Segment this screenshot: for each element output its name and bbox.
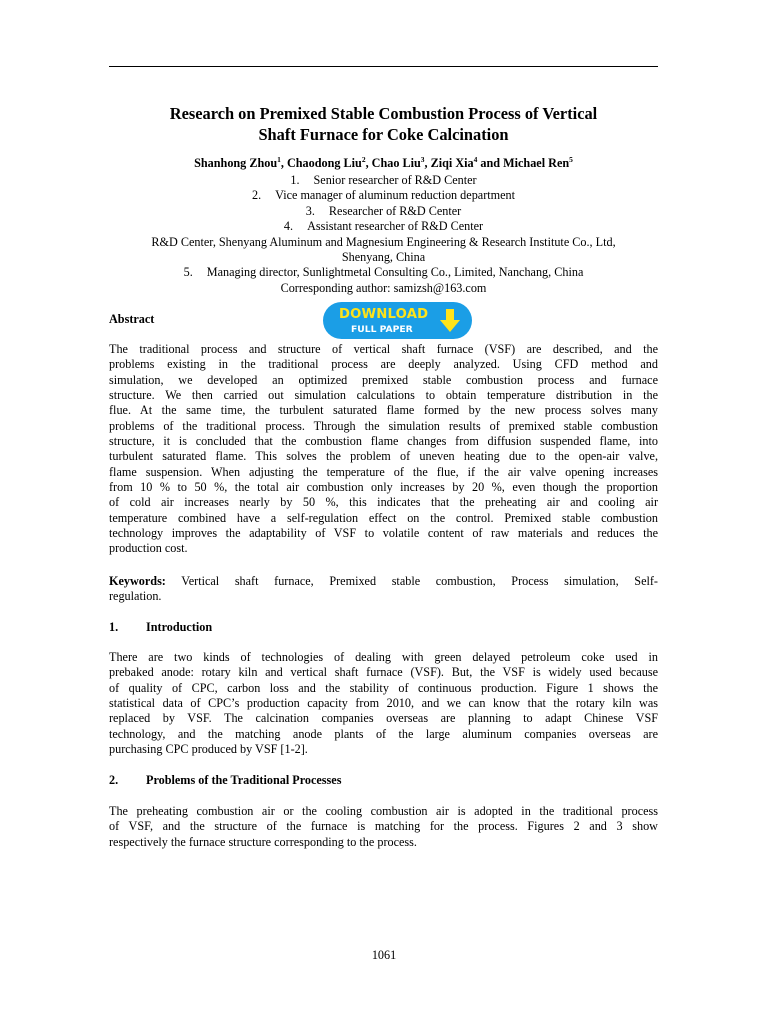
text-line: problems of the traditional process. Through the simulation results of premixed stable combustion [109,418,658,433]
text-line: production cost. [109,541,188,556]
header-rule [109,66,658,67]
author-separator: , [365,156,372,170]
text-line: from 10 % to 50 %, the total air combustion only increases by 20 %, even though the proportion [109,480,658,495]
text-line: There are two kinds of technologies of dealing with green delayed petroleum coke used in [109,650,658,664]
keywords-label: Keywords: [109,574,166,588]
section-1-heading: 1. Introduction [109,620,213,634]
text-line: technology improves the adaptability of VSF to volatile content of raw materials and reduces the [109,526,658,541]
author-list [109,156,658,171]
text-line: of VSF, and the structure of the furnace is matching for the process. Figures 2 and 3 show [109,819,658,834]
keywords-line-1: Vertical shaft furnace, Premixed stable combustion, Process simulation, Self- [165,574,658,588]
text-line: of cold air increases nearly by 50 %, this indicates that the preheating air and cooling air [109,495,658,510]
abstract-heading: Abstract [109,312,155,326]
download-full-paper-button[interactable] [323,302,472,339]
text-line: flame suspension. When adjusting the temperature of the flue, if the air valve opening increases [109,464,658,479]
author-separator: , [424,156,431,170]
author-separator: and [477,156,504,170]
text-line: technology, and the matching anode plants of the large aluminum companies overseas are [109,726,658,741]
text-line: The traditional process and structure of vertical shaft furnace (VSF) are described, and the [109,342,658,356]
institute-line-2: Shenyang, China [341,250,426,265]
text-line: statistical data of CPC’s production capacity from 2010, and we can know that the rotary kiln was [109,696,658,711]
text-line: structure, it is concluded that the combustion flame changes from diffusion suspended flame, into [109,434,658,449]
author-name: Shanhong Zhou [194,156,278,170]
section-2-body [109,804,658,850]
download-label: DOWNLOAD [339,307,429,322]
affiliation-5: 5. Managing director, Sunlightmetal Consulting Co., Limited, Nanchang, China [183,265,584,280]
corresponding-author: Corresponding author: samizsh@163.com [280,280,487,295]
keywords [109,574,658,605]
text-line: turbulent saturated flame. This solves the problem of uneven heating due to the open-air valve, [109,449,658,464]
affiliation-3: 3. Researcher of R&D Center [305,203,462,218]
title-line-1: Research on Premixed Stable Combustion Process of Vertical [169,104,598,123]
affiliation-2: 2. Vice manager of aluminum reduction department [251,188,516,203]
text-line: purchasing CPC produced by VSF [1-2]. [109,742,308,757]
text-line: flue. At the same time, the turbulent saturated flame formed by the new process solves many [109,403,658,418]
page-number: 1061 [371,948,397,962]
down-arrow-icon [439,309,461,333]
author-affiliation-mark: 2 [361,154,366,164]
text-line: problems existing in the traditional process are deeply analyzed. Using CFD method and [109,357,658,372]
author-affiliation-mark: 3 [420,154,425,164]
author-name: Chao Liu [371,156,421,170]
affiliation-1: 1. Senior researcher of R&D Center [290,173,477,187]
paper-title [109,103,658,145]
section-1-body [109,650,658,757]
author-name: Chaodong Liu [286,156,362,170]
text-line: structure. We then carried out simulation calculations to obtain temperature distribution in the [109,388,658,403]
text-line: The preheating combustion air or the cooling combustion air is adopted in the traditional process [109,804,658,818]
text-line: simulation, we developed an optimized premixed stable combustion process and furnace [109,372,658,387]
text-line: of quality of CPC, carbon loss and the stability of continuous production. Figure 1 shows the [109,680,658,695]
author-affiliation-mark: 1 [277,154,281,164]
keywords-line-2: regulation. [109,589,162,604]
author-name: Michael Ren [503,156,570,170]
author-affiliation-mark: 4 [473,154,478,164]
title-line-2: Shaft Furnace for Coke Calcination [258,125,509,144]
text-line: replaced by VSF. The calcination companies overseas are planning to adapt Chinese VSF [109,711,658,726]
institute-line-1: R&D Center, Shenyang Aluminum and Magnesium Engineering & Research Institute Co., Ltd, [151,234,616,249]
affiliation-4: 4. Assistant researcher of R&D Center [283,219,484,234]
author-affiliation-mark: 5 [569,154,573,164]
section-2-heading: 2. Problems of the Traditional Processes [109,773,342,787]
text-line: temperature combined have a self-regulation effect on the control. Premixed stable combustion [109,510,658,525]
abstract-body [109,342,658,557]
author-separator: , [280,156,287,170]
affiliations [100,173,667,296]
text-line: prebaked anode: rotary kiln and vertical shaft furnace (VSF). But, the VSF is widely used because [109,665,658,680]
full-paper-label: FULL PAPER [351,324,413,335]
author-name: Ziqi Xia [430,156,474,170]
text-line: respectively the furnace structure corresponding to the process. [109,834,417,849]
